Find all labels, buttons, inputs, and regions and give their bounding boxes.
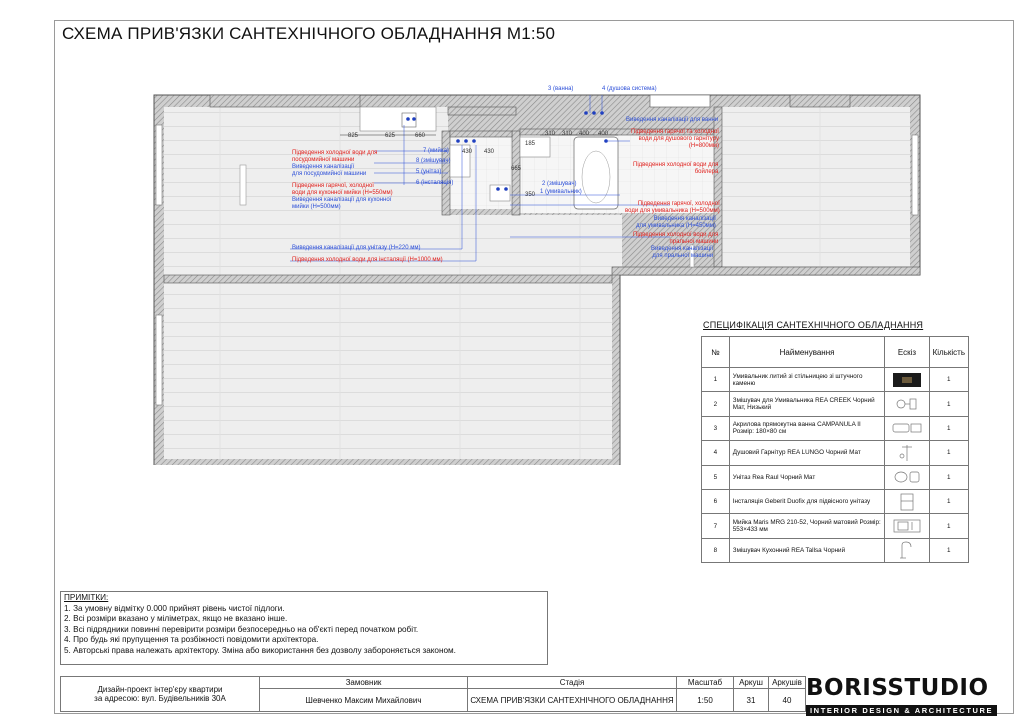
marker-2: 2 (змішувач) bbox=[542, 181, 577, 187]
dim-wc-1: 430 bbox=[462, 149, 473, 155]
scale-value: 1:50 bbox=[676, 688, 734, 712]
spec-cell-qty: 1 bbox=[929, 489, 968, 513]
dim-wc-3: 185 bbox=[525, 141, 536, 147]
dim-kitchen-1: 825 bbox=[348, 133, 359, 139]
spec-cell-no: 8 bbox=[702, 538, 730, 562]
note-shower-water: Підведення гарячої та холодної води для душового гарнітуру (H=800мм) bbox=[631, 129, 719, 149]
spec-sketch-kitchen-mixer bbox=[885, 538, 929, 562]
project-line-1: Дизайн-проект інтер'єру квартири bbox=[97, 685, 223, 694]
note-basin-drain: Виведення каналізації для умивальника (H=450мм) bbox=[636, 216, 716, 229]
table-row bbox=[702, 441, 969, 465]
dim-bath-2: 310 bbox=[562, 131, 573, 137]
dim-bath-1: 310 bbox=[545, 131, 556, 137]
table-row bbox=[702, 489, 969, 513]
stage-label: Стадія bbox=[467, 676, 677, 689]
sheet-value: 31 bbox=[733, 688, 769, 712]
dim-wc-2: 430 bbox=[484, 149, 495, 155]
spec-header-sketch: Ескіз bbox=[885, 337, 929, 368]
page-title: СХЕМА ПРИВ'ЯЗКИ САНТЕХНІЧНОГО ОБЛАДНАННЯ М1:50 bbox=[62, 24, 556, 43]
spec-cell-name: Змішувач Кухонний REA Tallsa Чорний bbox=[729, 538, 885, 562]
note-item: 2. Всі розміри вказано у міліметрах, якщо не вказано інше. bbox=[64, 614, 288, 624]
dim-wc-4: 665 bbox=[511, 166, 522, 172]
table-row bbox=[702, 368, 969, 392]
spec-cell-qty: 1 bbox=[929, 416, 968, 440]
spec-cell-name: Умивальник литий зі стільницею зі штучного каменю bbox=[729, 368, 885, 392]
spec-cell-qty: 1 bbox=[929, 514, 968, 538]
note-dishwasher-water: Підведення холодної води для посудомийної машини bbox=[292, 150, 378, 163]
spec-cell-no: 2 bbox=[702, 392, 730, 416]
logo-text: BORISSTUDIO bbox=[806, 675, 989, 701]
note-washer-drain: Виведення каналізації для пральної машини bbox=[651, 246, 714, 259]
spec-cell-qty: 1 bbox=[929, 392, 968, 416]
notes-heading: ПРИМІТКИ: bbox=[64, 593, 109, 602]
customer-value: Шевченко Максим Михайлович bbox=[259, 688, 468, 712]
note-kitchen-sink-drain: Виведення каналізації для кухонної мийки (H=500мм) bbox=[292, 197, 392, 210]
project-cell bbox=[60, 676, 260, 712]
spec-cell-qty: 1 bbox=[929, 441, 968, 465]
spec-cell-name: Душовий Гарнітур REA LUNGO Чорний Мат bbox=[729, 441, 885, 465]
spec-cell-name: Інсталяція Geberit Duofix для підвісного унітазу bbox=[729, 489, 885, 513]
spec-title: СПЕЦИФІКАЦІЯ САНТЕХНІЧНОГО ОБЛАДНАННЯ bbox=[703, 320, 924, 330]
spec-sketch-mixer bbox=[885, 392, 929, 416]
dim-bath-3: 400 bbox=[579, 131, 590, 137]
spec-cell-name: Мийка Maris MRG 210-52, Чорний матовий Розмір: 553×433 мм bbox=[729, 514, 885, 538]
table-row bbox=[702, 392, 969, 416]
note-dishwasher-drain: Виведення каналізації для посудомийної машини bbox=[292, 164, 367, 177]
scale-label: Масштаб bbox=[676, 676, 734, 689]
sheet-label: Аркуш bbox=[733, 676, 769, 689]
note-boiler-water: Підведення холодної води для бойлера bbox=[633, 162, 719, 175]
note-washer-water: Підведення холодної води для пральної машини bbox=[633, 232, 719, 245]
table-row bbox=[702, 416, 969, 440]
dim-kitchen-3: 660 bbox=[415, 133, 426, 139]
note-basin-water: Підведення гарячої, холодної води для умивальника (H=500мм) bbox=[625, 201, 720, 214]
marker-8: 8 (змішувач) bbox=[416, 158, 451, 164]
spec-cell-no: 7 bbox=[702, 514, 730, 538]
spec-table bbox=[701, 336, 969, 563]
marker-7: 7 (мийка) bbox=[423, 148, 449, 154]
spec-cell-no: 3 bbox=[702, 416, 730, 440]
dim-wc-5: 350 bbox=[525, 192, 536, 198]
note-item: 5. Авторські права належать архітектору. Зміна або використання без дозволу забороняється законом. bbox=[64, 645, 456, 655]
spec-cell-no: 1 bbox=[702, 368, 730, 392]
table-row bbox=[702, 465, 969, 489]
spec-cell-qty: 1 bbox=[929, 538, 968, 562]
spec-sketch-bathtub bbox=[885, 416, 929, 440]
notes-box bbox=[60, 591, 548, 665]
spec-cell-name: Змішувач для Умивальника REA CREEK Чорний Мат, Низький bbox=[729, 392, 885, 416]
note-bath-marker: 3 (ванна) bbox=[548, 86, 574, 92]
spec-cell-no: 6 bbox=[702, 489, 730, 513]
sheets-value: 40 bbox=[768, 688, 806, 712]
project-line-2: за адресою: вул. Будівельників 30А bbox=[94, 694, 226, 703]
spec-cell-qty: 1 bbox=[929, 465, 968, 489]
logo-subtitle: INTERIOR DESIGN & ARCHITECTURE bbox=[806, 705, 997, 716]
note-installation-water: Підведення холодної води для інсталяції (H=1000 мм) bbox=[292, 257, 443, 263]
spec-sketch-installation bbox=[885, 489, 929, 513]
spec-cell-name: Акрилова прямокутна ванна CAMPANULA II Розмір: 180×80 см bbox=[729, 416, 885, 440]
marker-6: 6 (інсталяція) bbox=[416, 180, 454, 186]
studio-logo bbox=[806, 675, 1011, 715]
note-item: 4. Про будь які прупущення та розбіжності повідомити архітектора. bbox=[64, 635, 319, 645]
table-row bbox=[702, 514, 969, 538]
note-kitchen-sink-water: Підведення гарячої, холодної води для кухонної мийки (H=550мм) bbox=[292, 183, 393, 196]
sheets-label: Аркушів bbox=[768, 676, 806, 689]
spec-cell-no: 4 bbox=[702, 441, 730, 465]
dim-bath-4: 400 bbox=[598, 131, 609, 137]
spec-cell-qty: 1 bbox=[929, 368, 968, 392]
spec-cell-no: 5 bbox=[702, 465, 730, 489]
dim-kitchen-2: 625 bbox=[385, 133, 396, 139]
marker-1: 1 (умивальник) bbox=[540, 189, 582, 195]
spec-sketch-basin bbox=[885, 368, 929, 392]
stage-value: СХЕМА ПРИВ'ЯЗКИ САНТЕХНІЧНОГО ОБЛАДНАННЯ bbox=[467, 688, 677, 712]
spec-header-qty: Кількість bbox=[929, 337, 968, 368]
note-item: 3. Всі підрядники повинні перевірити розміри безпосередньо на об'єкті перед початком робіт. bbox=[64, 624, 419, 634]
spec-sketch-toilet bbox=[885, 465, 929, 489]
spec-sketch-shower bbox=[885, 441, 929, 465]
note-toilet-drain: Виведення каналізації для унітазу (H=220 мм) bbox=[292, 245, 421, 251]
spec-header-no: № bbox=[702, 337, 730, 368]
marker-5: 5 (унітаз) bbox=[416, 169, 442, 175]
spec-header-name: Найменування bbox=[729, 337, 885, 368]
spec-cell-name: Унітаз Rea Raul Чорний Мат bbox=[729, 465, 885, 489]
note-item: 1. За умовну відмітку 0.000 прийнят рівень чистої підлоги. bbox=[64, 603, 285, 613]
customer-label: Замовник bbox=[259, 676, 468, 689]
spec-sketch-sink bbox=[885, 514, 929, 538]
note-shower-marker: 4 (душова система) bbox=[602, 86, 657, 92]
note-bath-drain: Виведення каналізації для ванни bbox=[626, 117, 719, 123]
table-row bbox=[702, 538, 969, 562]
